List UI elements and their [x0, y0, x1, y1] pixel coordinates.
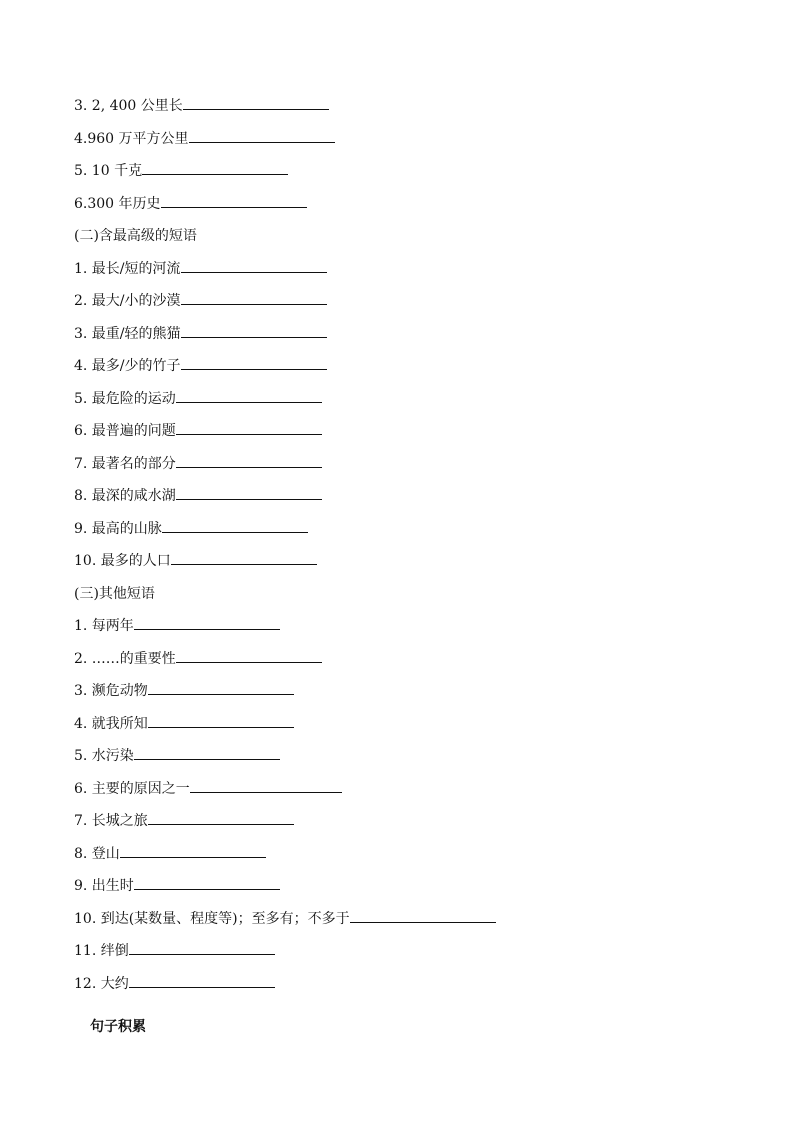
answer-blank[interactable]	[181, 368, 327, 370]
phrase-text: 7. 长城之旅	[74, 813, 148, 829]
phrase-text: 1. 最长/短的河流	[74, 261, 181, 277]
phrase-text: 8. 登山	[74, 846, 120, 862]
phrase-item	[74, 845, 266, 863]
phrase-item	[74, 487, 322, 505]
phrase-text: 3. 最重/轻的熊猫	[74, 326, 181, 342]
answer-blank[interactable]	[181, 271, 327, 273]
phrase-item	[74, 455, 322, 473]
phrase-text: 2. 最大/小的沙漠	[74, 293, 181, 309]
phrase-item	[74, 942, 275, 960]
answer-blank[interactable]	[176, 466, 322, 468]
phrase-item	[74, 357, 327, 375]
phrase-item	[74, 552, 317, 570]
phrase-item	[74, 325, 327, 343]
phrase-item	[74, 520, 308, 538]
answer-blank[interactable]	[171, 563, 317, 565]
phrase-item	[74, 780, 342, 798]
phrase-text: 9. 最高的山脉	[74, 521, 162, 537]
phrase-text: 5. 最危险的运动	[74, 391, 176, 407]
answer-blank[interactable]	[148, 693, 294, 695]
phrase-text: 4. 最多/少的竹子	[74, 358, 181, 374]
answer-blank[interactable]	[161, 206, 307, 208]
phrase-item	[74, 682, 294, 700]
phrase-item	[74, 877, 280, 895]
phrase-text: 4.960 万平方公里	[74, 131, 189, 147]
answer-blank[interactable]	[162, 531, 308, 533]
phrase-text: 5. 10 千克	[74, 163, 143, 179]
phrase-item	[74, 162, 288, 180]
answer-blank[interactable]	[190, 791, 342, 793]
phrase-text: 10. 最多的人口	[74, 553, 171, 569]
answer-blank[interactable]	[350, 921, 496, 923]
phrase-text: 11. 绊倒	[74, 943, 129, 959]
phrase-text: 7. 最著名的部分	[74, 456, 176, 472]
phrase-item	[74, 130, 335, 148]
answer-blank[interactable]	[134, 628, 280, 630]
phrase-item	[74, 390, 322, 408]
phrase-item	[74, 975, 275, 993]
phrase-text: 8. 最深的咸水湖	[74, 488, 176, 504]
phrase-text: 6. 最普遍的问题	[74, 423, 176, 439]
phrase-text: (二)含最高级的短语	[74, 228, 197, 244]
answer-blank[interactable]	[181, 336, 327, 338]
section-title: 句子积累	[90, 1019, 146, 1035]
answer-blank[interactable]	[183, 108, 329, 110]
phrase-text: 2. ……的重要性	[74, 651, 176, 667]
answer-blank[interactable]	[181, 303, 327, 305]
phrase-text: 9. 出生时	[74, 878, 134, 894]
phrase-text: 4. 就我所知	[74, 716, 148, 732]
phrase-text: 3. 2, 400 公里长	[74, 98, 183, 114]
section-heading	[74, 585, 155, 603]
answer-blank[interactable]	[176, 498, 322, 500]
phrase-item	[74, 715, 294, 733]
answer-blank[interactable]	[129, 986, 275, 988]
section-heading	[74, 227, 197, 245]
phrase-text: 6. 主要的原因之一	[74, 781, 190, 797]
answer-blank[interactable]	[120, 856, 266, 858]
phrase-item	[74, 97, 329, 115]
phrase-item	[74, 292, 327, 310]
answer-blank[interactable]	[176, 433, 322, 435]
phrase-item	[74, 747, 280, 765]
answer-blank[interactable]	[129, 953, 275, 955]
phrase-text: 5. 水污染	[74, 748, 134, 764]
answer-blank[interactable]	[134, 888, 280, 890]
phrase-item	[74, 910, 496, 928]
phrase-item	[74, 422, 322, 440]
answer-blank[interactable]	[176, 661, 322, 663]
phrase-item	[74, 195, 307, 213]
phrase-text: 6.300 年历史	[74, 196, 161, 212]
phrase-item	[74, 617, 280, 635]
phrase-text: 3. 濒危动物	[74, 683, 148, 699]
answer-blank[interactable]	[176, 401, 322, 403]
answer-blank[interactable]	[148, 823, 294, 825]
answer-blank[interactable]	[189, 141, 335, 143]
phrase-text: 1. 每两年	[74, 618, 134, 634]
phrase-item	[74, 812, 294, 830]
phrase-item	[74, 650, 322, 668]
phrase-text: 10. 到达(某数量、程度等)；至多有；不多于	[74, 911, 350, 927]
answer-blank[interactable]	[134, 758, 280, 760]
phrase-item	[74, 260, 327, 278]
answer-blank[interactable]	[148, 726, 294, 728]
phrase-text: (三)其他短语	[74, 586, 155, 602]
answer-blank[interactable]	[142, 173, 288, 175]
phrase-text: 12. 大约	[74, 976, 129, 992]
